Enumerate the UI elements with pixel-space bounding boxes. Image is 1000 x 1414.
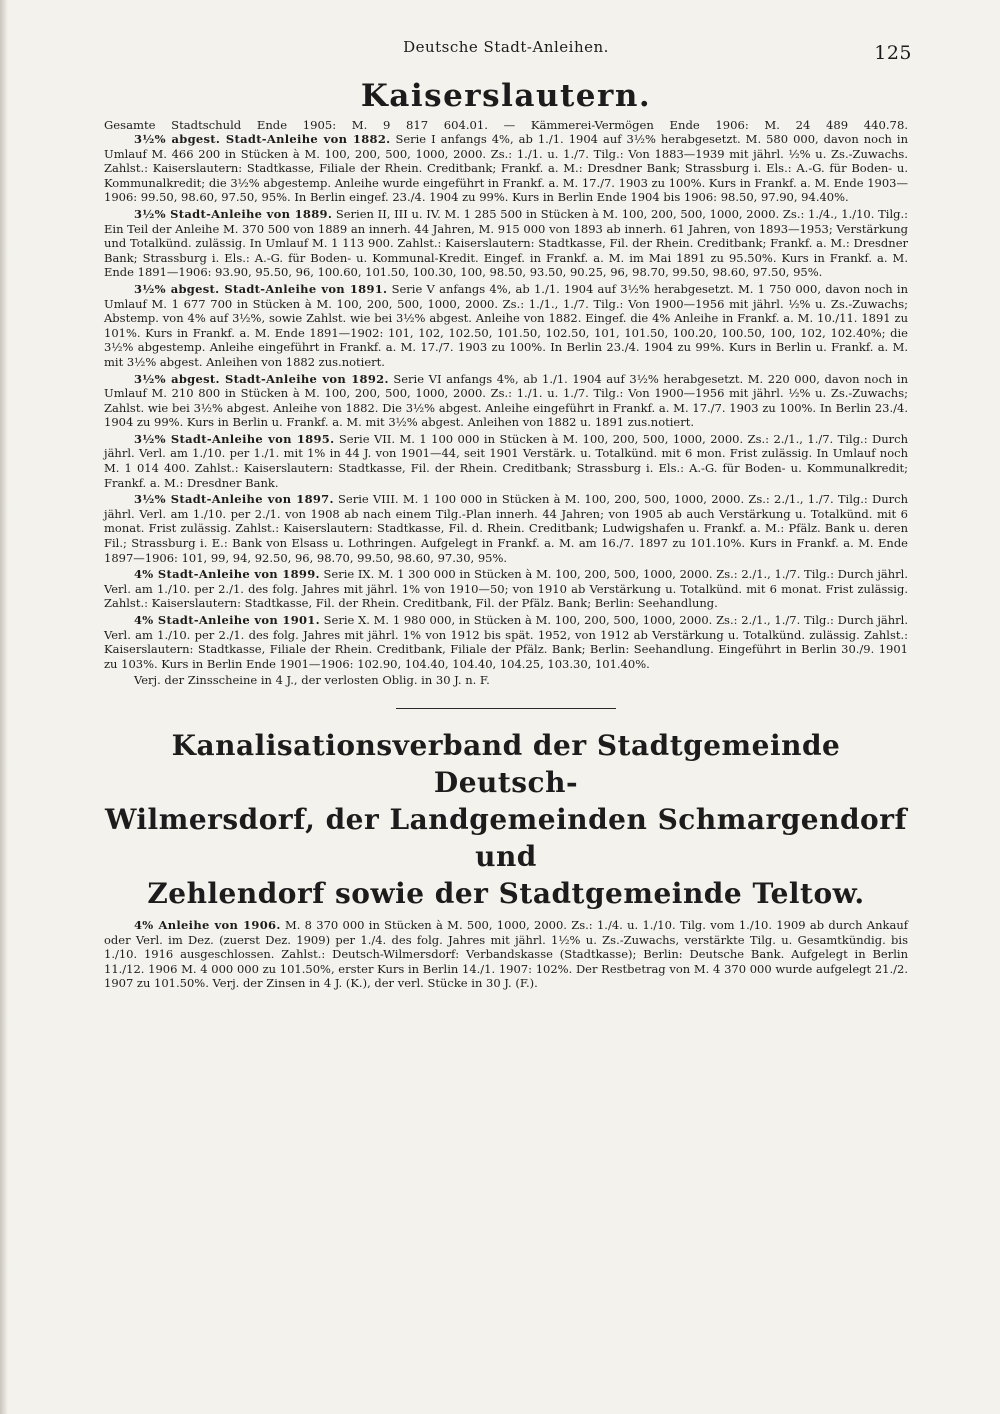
bond-entry-1891	[104, 282, 908, 370]
bond-entry-1892	[104, 372, 908, 430]
bond-body: Serie VI anfangs 4%, ab 1./1. 1904 auf 3½% herabgesetzt. M. 220 000, davon noch in Umlauf M. 210 800 in Stücken à M. 100, 200, 500, 1000, 2000. Zs.: 1./1. u. 1./7. Tilg.: Von 1900—1956 mit jährl. ½% u. Zs.-Zuwachs; Zahlst. wie bei 3½% abgest. Anleihe von 1882. Die 3½% abgest. Anleihe eingeführt in Frankf. a. M. 17./7. 1903 zu 100%. In Berlin 23./4. 1904 zu 99%. Kurs in Berlin u. Frankf. a. M. mit 3½% abgest. Anleihen von 1882 u. 1891 zus.notiert.	[104, 371, 909, 430]
bond-heading: 3½% Stadt-Anleihe von 1895.	[134, 431, 335, 446]
bond-heading: 4% Stadt-Anleihe von 1899.	[134, 567, 320, 582]
binding-edge	[0, 0, 8, 1414]
bond-body: Serie VIII. M. 1 100 000 in Stücken à M. 100, 200, 500, 1000, 2000. Zs.: 2./1., 1./7. Tilg.: Durch jährl. Verl. am 1./10. per 2./1. von 1908 ab nach einem Tilg.-Plan innerh. 44 Jahren; von 1905 ab auch Verstärkung u. Totalkünd. mit 6 monat. Frist zulässig. Zahlst.: Kaiserslautern: Stadtkasse, Fil. d. Rhein. Creditbank; Ludwigshafen u. Frankf. a. M.: Pfälz. Bank u. deren Fil.; Strassburg i. E.: Bank von Elsass u. Lothringen. Aufgelegt in Frankf. a. M. am 16./7. 1897 zu 101.10%. Kurs in Frankf. a. M. Ende 1897—1906: 101, 99, 94, 92.50, 96, 98.70, 99.50, 98.60, 97.30, 95%.	[104, 492, 909, 565]
bond-body: Serie V anfangs 4%, ab 1./1. 1904 auf 3½% herabgesetzt. M. 1 750 000, davon noch in Umlauf M. 1 677 700 in Stücken à M. 100, 200, 500, 1000, 2000. Zs.: 1./1., 1./7. Tilg.: Von 1900—1956 mit jährl. ½% u. Zs.-Zuwachs; Abstemp. von 4% auf 3½%, sowie Zahlst. wie bei 3½% abgest. Anleihe von 1882. Eingef. die 4% Anleihe in Frankf. a. M. 10./11. 1891 zu 101%. Kurs in Frankf. a. M. Ende 1891—1902: 101, 102, 102.50, 101.50, 102.50, 101, 101.50, 100.20, 100.50, 100, 102, 102.40%; die 3½% abgestemp. Anleihe eingeführt in Frankf. a. M. 17./7. 1903 zu 100%. In Berlin 23./4. 1904 zu 99%. Kurs in Berlin u. Frankf. a. M. mit 3½% abgest. Anleihen von 1882 zus.notiert.	[104, 281, 909, 369]
section-title-kaiserslautern: Kaiserslautern.	[360, 78, 652, 114]
bond-body: Serie VII. M. 1 100 000 in Stücken à M. 100, 200, 500, 1000, 2000. Zs.: 2./1., 1./7. Tilg.: Durch jährl. Verl. am 1./10. per 1./1. mit 1% in 44 J. von 1901—44, seit 1901 Verstärk. u. Totalkünd. mit 6 mon. Frist zulässig. In Umlauf noch M. 1 014 400. Zahlst.: Kaiserslautern: Stadtkasse, Fil. der Rhein. Creditbank; Strassburg i. Els.: A.-G. für Boden- u. Kommunalkredit; Frankf. a. M.: Dresdner Bank.	[104, 431, 909, 490]
running-head	[104, 28, 912, 64]
bond-heading: 4% Anleihe von 1906.	[134, 917, 281, 932]
bond-heading: 3½% Stadt-Anleihe von 1897.	[134, 492, 334, 507]
bond-entry-1899	[104, 567, 908, 611]
bond-heading: 4% Stadt-Anleihe von 1901.	[134, 613, 320, 627]
bond-body: Serie I anfangs 4%, ab 1./1. 1904 auf 3½% herabgesetzt. M. 580 000, davon noch in Umlauf M. 466 200 in Stücken à M. 100, 200, 500, 1000, 2000. Zs.: 1./1. u. 1./7. Tilg.: Von 1883—1939 mit jährl. ½% u. Zs.-Zuwachs. Zahlst.: Kaiserslautern: Stadtkasse, Filiale der Rhein. Creditbank; Frankf. a. M.: Dresdner Bank; Strassburg i. Els.: A.-G. für Boden- u. Kommunalkredit; die 3½% abgestemp. Anleihe wurde eingeführt in Frankf. a. M. 17./7. 1903 zu 100%. Kurs in Frankf. a. M. Ende 1903—1906: 99.50, 98.60, 97.50, 95%. In Berlin eingef. 23./4. 1904 zu 99%. Kurs in Berlin Ende 1904 bis 1906: 98.50, 97.90, 94.40%.	[104, 132, 909, 205]
page-number: 125	[874, 42, 912, 64]
limitation-note: Verj. der Zinsscheine in 4 J., der verlosten Oblig. in 30 J. n. F.	[134, 673, 490, 688]
bond-heading: 3½% Stadt-Anleihe von 1889.	[134, 206, 333, 221]
title-line-2: Wilmersdorf, der Landgemeinden Schmargendorf und	[104, 802, 908, 873]
bond-body: Serien II, III u. IV. M. 1 285 500 in Stücken à M. 100, 200, 500, 1000, 2000. Zs.: 1./4., 1./10. Tilg.: Ein Teil der Anleihe M. 370 500 von 1889 an innerh. 44 Jahren, M. 915 000 von 1893 ab innerh. 61 Jahren, von 1893—1953; Verstärkung und Totalkünd. zulässig. In Umlauf M. 1 113 900. Zahlst.: Kaiserslautern: Stadtkasse, Fil. der Rhein. Creditbank; Frankf. a. M.: Dresdner Bank; Strassburg i. Els.: A.-G. für Boden- u. Kommunal-Kredit. Eingef. in Frankf. a. M. im Mai 1891 zu 95.50%. Kurs in Frankf. a. M. Ende 1891—1906: 93.90, 95.50, 96, 100.60, 101.50, 100.30, 100, 98.50, 93.50, 90.25, 96, 98.70, 99.50, 98.60, 97.50, 95%.	[104, 206, 909, 280]
bond-body: M. 8 370 000 in Stücken à M. 500, 1000, 2000. Zs.: 1./4. u. 1./10. Tilg. vom 1./10. 1909 ab durch Ankauf oder Verl. im Dez. (zuerst Dez. 1909) per 1./4. des folg. Jahres mit jährl. 1½% u. Zs.-Zuwachs, verstärkte Tilg. u. Gesamtkündig. bis 1./10. 1916 ausgeschlossen. Zahlst.: Deutsch-Wilmersdorf: Verbandskasse (Stadtkasse); Berlin: Deutsche Bank. Aufgelegt in Berlin 11./12. 1906 M. 4 000 000 zu 101.50%, erster Kurs in Berlin 14./1. 1907: 102%. Der Restbetrag von M. 4 370 000 wurde aufgelegt 21./2. 1907 zu 101.50%. Verj. der Zinsen in 4 J. (K.), der verl. Stücke in 30 J. (F.).	[104, 917, 909, 991]
bond-entry-1882	[104, 132, 908, 205]
running-head-title: Deutsche Stadt-Anleihen.	[403, 38, 609, 56]
section-title-kanalisationsverband	[104, 727, 908, 912]
bond-entry-1889	[104, 207, 908, 280]
bond-entry-1906	[104, 918, 908, 991]
bond-heading: 3½% abgest. Stadt-Anleihe von 1892.	[134, 371, 389, 386]
title-line-1: Kanalisationsverband der Stadtgemeinde Deutsch-	[171, 728, 841, 799]
bond-body: Serie IX. M. 1 300 000 in Stücken à M. 100, 200, 500, 1000, 2000. Zs.: 2./1., 1./7. Tilg.: Durch jährl. Verl. am 1./10. per 2./1. des folg. Jahres mit jährl. 1% von 1910—50; von 1910 ab Verstärkung u. Totalkünd. mit 6 monat. Frist zulässig. Zahlst.: Kaiserslautern: Stadtkasse, Fil. der Rhein. Creditbank, Fil. der Pfälz. Bank; Berlin: Seehandlung.	[104, 567, 908, 611]
bond-entry-1901	[104, 613, 908, 671]
bond-entry-1897	[104, 492, 908, 565]
bond-body: Serie X. M. 1 980 000, in Stücken à M. 100, 200, 500, 1000, 2000. Zs.: 2./1., 1./7. Tilg.: Durch jährl. Verl. am 1./10. per 2./1. des folg. Jahres mit jährl. 1% von 1912 bis spät. 1952, von 1912 ab Verstärkung u. Totalkünd. zulässig. Zahlst.: Kaiserslautern: Stadtkasse, Filiale der Rhein. Creditbank, Filiale der Pfälz. Bank; Berlin: Seehandlung. Eingeführt in Berlin 30./9. 1901 zu 103%. Kurs in Berlin Ende 1901—1906: 102.90, 104.40, 104.40, 104.25, 103.30, 101.40%.	[104, 613, 909, 671]
title-line-3: Zehlendorf sowie der Stadtgemeinde Teltow.	[147, 876, 865, 910]
bond-heading: 3½% abgest. Stadt-Anleihe von 1891.	[134, 281, 388, 296]
debt-summary: Gesamte Stadtschuld Ende 1905: M. 9 817 604.01. — Kämmerei-Vermögen Ende 1906: M. 24 489 440.78.	[104, 118, 908, 132]
bond-entry-1895	[104, 432, 908, 490]
section-divider	[396, 708, 616, 709]
bond-heading: 3½% abgest. Stadt-Anleihe von 1882.	[134, 132, 391, 146]
